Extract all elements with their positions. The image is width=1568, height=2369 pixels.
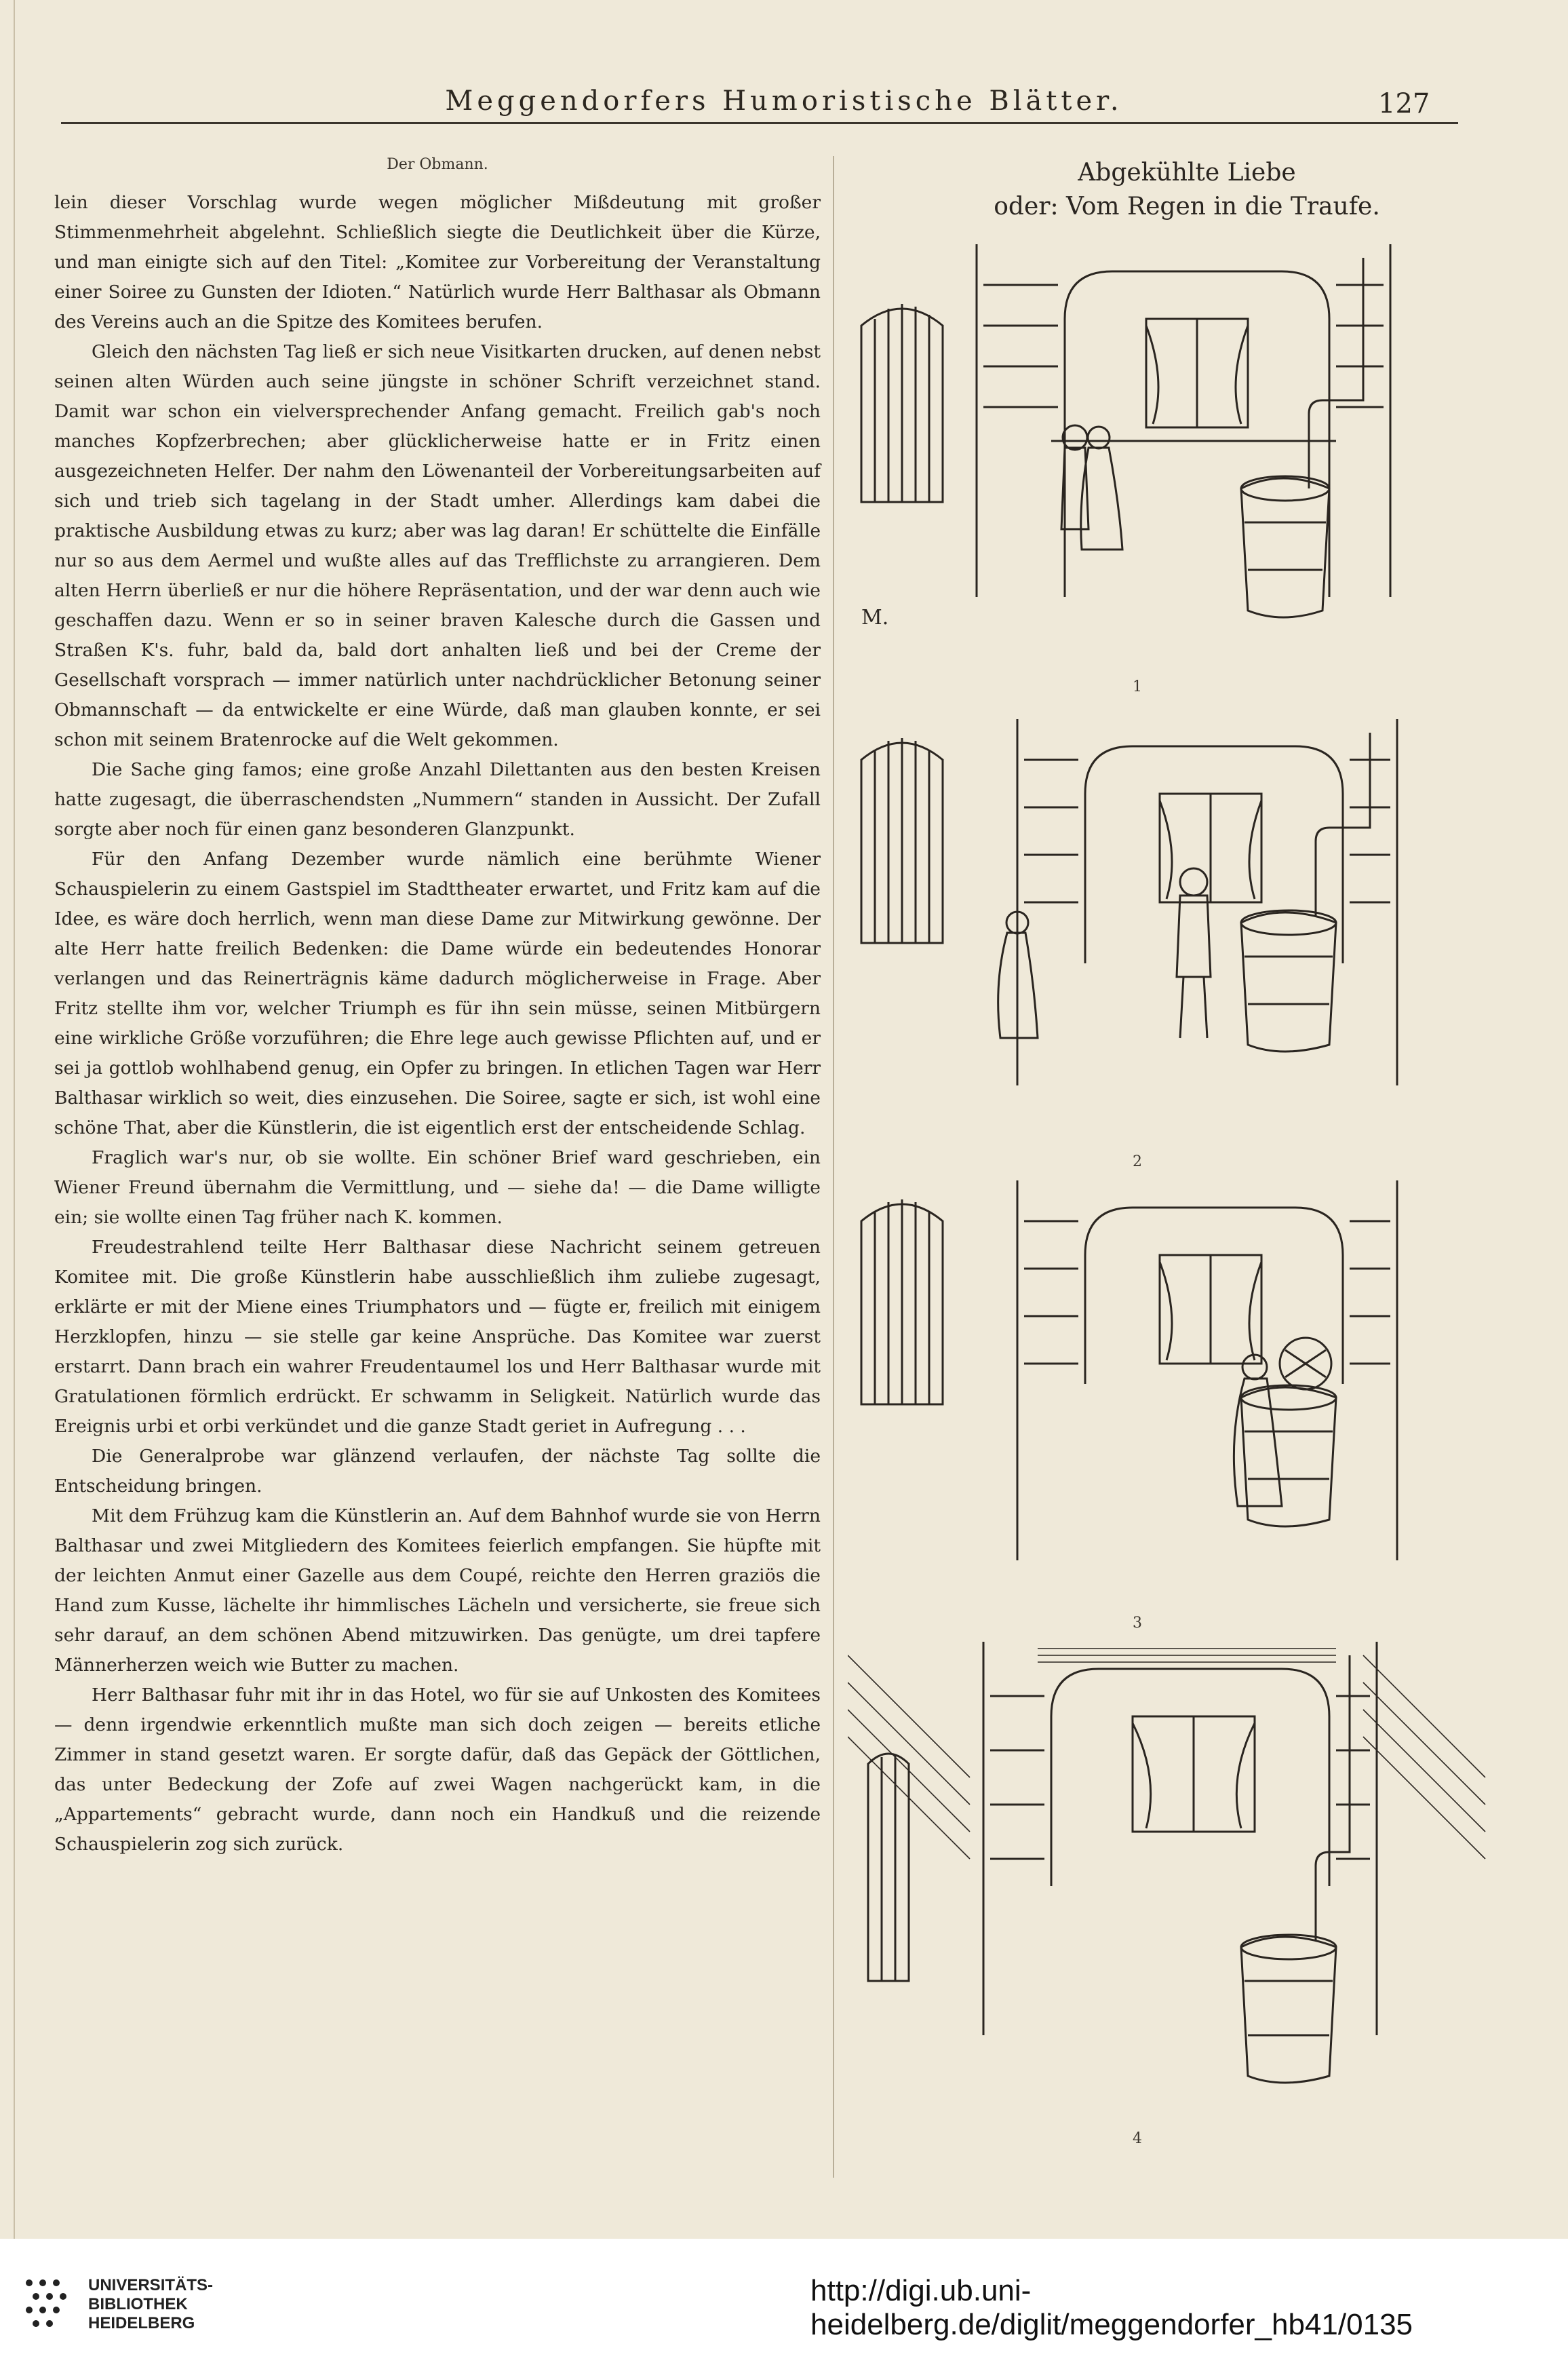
source-url-link[interactable]: http://digi.ub.uni-heidelberg.de/diglit/meggendorfer_hb41/0135 <box>810 2274 1413 2341</box>
comic-panel-4 <box>848 1642 1492 2147</box>
running-title: Meggendorfers Humoristische Blätter. <box>445 85 1123 117</box>
panel-1-illustration <box>848 244 1492 692</box>
story-paragraph: Mit dem Frühzug kam die Künstlerin an. Auf dem Bahnhof wurde sie von Herrn Balthasar und zwei Mitgliedern des Komitees feierlich empfangen. Sie hüpfte mit der leichten Anmut einer Gazelle aus dem Coupé, reichte den Herren graziös die Hand zum Kusse, lächelte ihr himmlisches Lächeln und versicherte, sie freue sich sehr darauf, an dem schönen Abend mitzuwirken. Das genügte, um drei tapfere Männerherzen weich wie Butter zu machen. <box>54 1505 821 1676</box>
library-name <box>88 2276 213 2333</box>
panel-4-illustration <box>848 1642 1492 2130</box>
comic-title: Abgekühlte Liebe <box>1078 159 1296 187</box>
story-title: Der Obmann. <box>387 156 488 173</box>
story-paragraph: Die Generalprobe war glänzend verlaufen, der nächste Tag sollte die Entscheidung bringen. <box>54 1446 821 1497</box>
panel-2-illustration <box>848 719 1492 1140</box>
comic-panel-3 <box>848 1180 1492 1632</box>
panel-1-number: 1 <box>1133 678 1142 695</box>
story-paragraph: Fraglich war's nur, ob sie wollte. Ein schöner Brief ward geschrieben, ein Wiener Freund übernahm die Vermittlung, und — siehe da! — die Dame willigte ein; sie wollte einen Tag früher nach K. kommen. <box>54 1147 821 1228</box>
column-divider <box>833 156 834 2178</box>
header-rule <box>61 122 1458 124</box>
library-name-line-3: HEIDELBERG <box>88 2314 195 2332</box>
panel-4-number: 4 <box>1133 2130 1142 2147</box>
library-name-line-1: UNIVERSITÄTS- <box>88 2276 214 2294</box>
library-logo-icon <box>19 2273 80 2334</box>
story-paragraph: Die Sache ging famos; eine große Anzahl Dilettanten aus den besten Kreisen hatte zugesagt, die überraschendsten „Nummern“ standen in Aussicht. Der Zufall sorgte aber noch für einen ganz besonderen Glanzpunkt. <box>54 759 821 840</box>
panel-1-signature: M. <box>861 606 889 630</box>
story-paragraph: Gleich den nächsten Tag ließ er sich neue Visitkarten drucken, auf denen nebst seinen alten Würden auch seine jüngste in schöner Schrift verzeichnet stand. Damit war schon ein vielversprechender Anfang gemacht. Freilich gab's noch manches Kopfzerbrechen; aber glücklicherweise hatte er in Fritz einen ausgezeichneten Helfer. Der nahm den Löwenanteil der Vorbereitungsarbeiten auf sich und trieb sich tagelang in der Stadt umher. Allerdings kam dabei die praktische Ausbildung etwas zu kurz; aber was lag daran! Er schüttelte die Einfälle nur so aus dem Aermel und wußte alles auf das Trefflichste zu arrangieren. Dem alten Herrn überließ er nur die höhere Repräsentation, und der war denn auch wie geschaffen dazu. Wenn er so in seiner braven Kalesche durch die Gassen und Straßen K's. fuhr, bald da, bald dort anhalten ließ und bei der Creme der Gesellschaft vorsprach — immer natürlich unter nachdrücklicher Betonung seiner Obmannschaft — da entwickelte er eine Würde, daß man glauben konnte, er sei schon mit seinem Bratenrocke auf die Welt gekommen. <box>54 341 821 750</box>
story-paragraph: lein dieser Vorschlag wurde wegen möglicher Mißdeutung mit großer Stimmenmehrheit abgelehnt. Schließlich siegte die Deutlichkeit über die Kürze, und man einigte sich auf den Titel: „Komitee zur Vorbereitung der Veranstaltung einer Soiree zu Gunsten der Idioten.“ Natürlich wurde Herr Balthasar als Obmann des Vereins auch an die Spitze des Komitees berufen. <box>54 192 821 332</box>
story-paragraph: Für den Anfang Dezember wurde nämlich eine berühmte Wiener Schauspielerin zu einem Gastspiel im Stadttheater erwartet, und Fritz kam auf die Idee, es wäre doch herrlich, wenn man diese Dame zur Mitwirkung gewönne. Der alte Herr hatte freilich Bedenken: die Dame würde ein bedeutendes Honorar verlangen und das Reinerträgnis käme dadurch möglicherweise in Frage. Aber Fritz stellte ihm vor, welcher Triumph es für ihn sein müsse, seinen Mitbürgern eine wirkliche Größe vorzuführen; die Ehre lege auch gewisse Pflichten auf, und er sei ja gottlob wohlhabend genug, ein Opfer zu bringen. In etlichen Tagen war Herr Balthasar wirklich so weit, dies einzusehen. Die Soiree, sagte er sich, ist wohl eine schöne That, aber die Künstlerin, die ist eigentlich erst der entscheidende Schlag. <box>54 849 821 1138</box>
page-number: 127 <box>1378 88 1430 119</box>
comic-column <box>848 156 1526 224</box>
comic-panel-1 <box>848 244 1492 695</box>
comic-panel-2 <box>848 719 1492 1170</box>
story-paragraph: Herr Balthasar fuhr mit ihr in das Hotel, wo für sie auf Unkosten des Komitees — denn irgendwie erkenntlich mußte man sich doch zeigen — bereits etliche Zimmer in stand gesetzt waren. Er sorgte dafür, daß das Gepäck der Göttlichen, das unter Bedeckung der Zofe auf zwei Wagen nachgerückt kam, in die „Appartements“ gebracht wurde, dann noch ein Handkuß und die reizende Schauspielerin zog sich zurück. <box>54 1684 821 1855</box>
story-paragraph: Freudestrahlend teilte Herr Balthasar diese Nachricht seinem getreuen Komitee mit. Die große Künstlerin habe ausschließlich ihm zuliebe zugesagt, erklärte er mit der Miene eines Triumphators und — fügte er, freilich mit einigem Herzklopfen, hinzu — sie stelle gar keine Ansprüche. Das Komitee war zuerst erstarrt. Dann brach ein wahrer Freudentaumel los und Herr Balthasar wurde mit Gratulationen förmlich erdrückt. Er schwamm in Seligkeit. Natürlich wurde das Ereignis urbi et orbi verkündet und die ganze Stadt geriet in Aufregung . . . <box>54 1237 821 1437</box>
library-name-line-2: BIBLIOTHEK <box>88 2295 188 2313</box>
digitization-footer <box>0 2239 1568 2369</box>
story-column <box>54 156 821 1860</box>
panel-3-number: 3 <box>1133 1615 1142 1632</box>
page-fold <box>14 0 15 2239</box>
panel-2-number: 2 <box>1133 1153 1142 1170</box>
panel-3-illustration <box>848 1180 1492 1601</box>
comic-subtitle: oder: Vom Regen in die Traufe. <box>994 193 1380 220</box>
